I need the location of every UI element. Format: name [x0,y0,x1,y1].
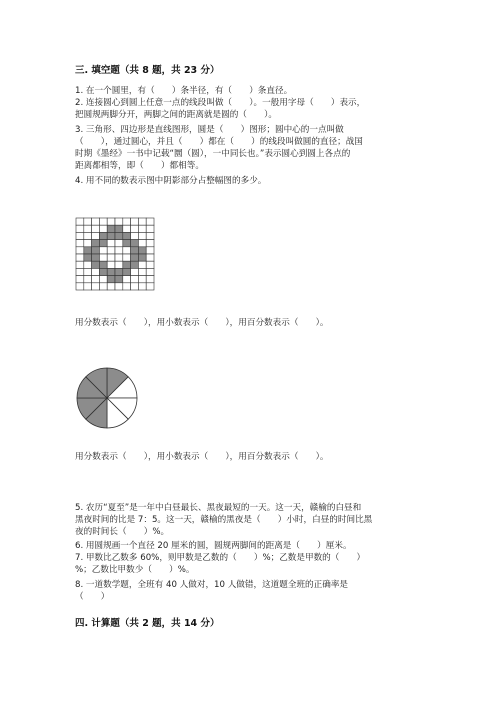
grid-cell [146,232,154,239]
grid-cell [115,247,123,254]
grid-cell [99,225,107,232]
grid-cell [131,276,139,283]
question-2-line-2: 把圆规两脚分开，两脚之间的距离就是圆的（ ）。 [75,110,277,120]
grid-cell-shaded [115,276,123,283]
grid-cell [84,261,92,268]
grid-cell [92,283,100,290]
grid-cell [146,254,154,261]
question-8-line-1: 8. 一道数学题，全班有 40 人做对，10 人做错，这道题全班的正确率是 [75,580,349,590]
grid-cell [76,232,84,239]
grid-cell-shaded [99,268,107,275]
grid-cell [76,247,84,254]
grid-cell [146,225,154,232]
grid-cell [99,247,107,254]
grid-cell [99,283,107,290]
section-3-title: 三. 填空题（共 8 题，共 23 分） [75,65,220,76]
grid-cell [107,254,115,261]
grid-cell [84,240,92,247]
grid-cell [99,218,107,225]
grid-cell-shaded [92,261,100,268]
grid-cell [84,232,92,239]
grid-cell [84,218,92,225]
grid-cell [146,218,154,225]
grid-cell [123,225,131,232]
grid-cell [138,218,146,225]
pie-figure [75,366,139,430]
grid-cell [84,276,92,283]
grid-cell [138,232,146,239]
grid-cell-shaded [84,254,92,261]
grid-cell [138,261,146,268]
grid-cell [123,283,131,290]
grid-cell [146,283,154,290]
grid-cell [107,218,115,225]
answer-line-grid: 用分数表示（ ），用小数表示（ ），用百分数表示（ ）。 [75,318,329,328]
grid-cell-shaded [131,261,139,268]
grid-cell [123,247,131,254]
grid-cell [76,283,84,290]
question-3-line-3: 时期《墨经》一书中记载“圜（圆），一中同长也。”表示圆心到圆上各点的 [75,149,351,159]
grid-cell-shaded [107,225,115,232]
grid-cell [99,276,107,283]
grid-cell [107,261,115,268]
grid-cell [138,240,146,247]
question-8-line-2: （ ） [75,592,110,602]
question-1-line: 1. 在一个圆里，有（ ）条半径，有（ ）条直径。 [75,86,293,96]
section-4-title: 四. 计算题（共 2 题，共 14 分） [75,618,220,629]
grid-cell [92,218,100,225]
question-5-line-1: 5. 农历“夏至”是一年中白昼最长、黑夜最短的一天。这一天，赣榆的白昼和 [75,503,362,513]
grid-cell [115,261,123,268]
grid-cell [76,225,84,232]
grid-cell [76,254,84,261]
grid-cell-shaded [123,261,131,268]
grid-cell [115,254,123,261]
question-3-line-2: （ ），通过圆心，并且（ ）都在（ ）的线段叫做圆的直径；战国 [75,137,363,147]
grid-cell-shaded [115,268,123,275]
grid-cell [99,254,107,261]
grid-cell-shaded [92,254,100,261]
grid-cell [131,283,139,290]
grid-cell-shaded [99,232,107,239]
grid-cell-shaded [99,261,107,268]
grid-cell [76,240,84,247]
grid-cell [131,268,139,275]
question-3-line-1: 3. 三角形、四边形是直线图形，圆是（ ）图形；圆中心的一点叫做 [75,125,344,135]
grid-cell-shaded [92,247,100,254]
grid-cell [123,276,131,283]
grid-cell [146,261,154,268]
grid-cell-shaded [99,240,107,247]
pie-svg [75,366,139,430]
grid-cell [146,247,154,254]
grid-cell-shaded [123,240,131,247]
grid-cell [92,276,100,283]
question-4-line: 4. 用不同的数表示图中阴影部分占整幅图的多少。 [75,176,267,186]
grid-svg [75,217,155,291]
grid-cell-shaded [107,268,115,275]
grid-cell [115,218,123,225]
question-5-line-3: 夜的时间长（ ）%。 [75,527,170,537]
question-3-line-4: 距离都相等，即（ ）都相等。 [75,161,204,171]
grid-cell [76,268,84,275]
grid-cell [131,218,139,225]
grid-cell [146,268,154,275]
question-7-line-2: %；乙数比甲数少（ ）%。 [75,565,195,575]
grid-cell-shaded [131,240,139,247]
grid-cell-shaded [115,225,123,232]
grid-cell [76,276,84,283]
grid-cell [92,232,100,239]
grid-cell-shaded [138,247,146,254]
grid-cell [146,276,154,283]
grid-cell [146,240,154,247]
grid-cell [84,283,92,290]
grid-cell [138,225,146,232]
grid-cell [76,261,84,268]
grid-cell [115,240,123,247]
grid-cell-shaded [123,268,131,275]
grid-cell [107,247,115,254]
grid-cell [84,225,92,232]
grid-cell-shaded [107,276,115,283]
answer-line-pie: 用分数表示（ ），用小数表示（ ），用百分数表示（ ）。 [75,452,329,462]
shaded-grid-figure [75,217,155,291]
grid-cell [115,283,123,290]
grid-cell [123,218,131,225]
grid-cell [123,254,131,261]
grid-cell [131,232,139,239]
grid-cell [92,225,100,232]
grid-cell [76,218,84,225]
grid-cell [107,240,115,247]
grid-cell-shaded [84,247,92,254]
question-7-line-1: 7. 甲数比乙数多 60%，则甲数是乙数的（ ）%；乙数是甲数的（ ） [75,553,366,563]
question-2-line-1: 2. 连接圆心到圆上任意一点的线段叫做（ ）。一般用字母（ ）表示， [75,98,366,108]
grid-cell-shaded [92,240,100,247]
question-5-line-2: 黑夜时间的比是 7：5。这一天，赣榆的黑夜是（ ）小时，白昼的时间比黑 [75,515,373,525]
grid-cell [131,225,139,232]
question-6-line: 6. 用圆规画一个直径 20 厘米的圆，圆规两脚间的距离是（ ）厘米。 [75,541,352,551]
grid-cell [107,283,115,290]
grid-cell [138,268,146,275]
grid-cell-shaded [131,254,139,261]
grid-cell [84,268,92,275]
grid-cell [138,283,146,290]
grid-cell-shaded [107,232,115,239]
grid-cell-shaded [138,254,146,261]
grid-cell [138,276,146,283]
grid-cell-shaded [131,247,139,254]
grid-cell-shaded [123,232,131,239]
grid-cell-shaded [115,232,123,239]
grid-cell [92,268,100,275]
